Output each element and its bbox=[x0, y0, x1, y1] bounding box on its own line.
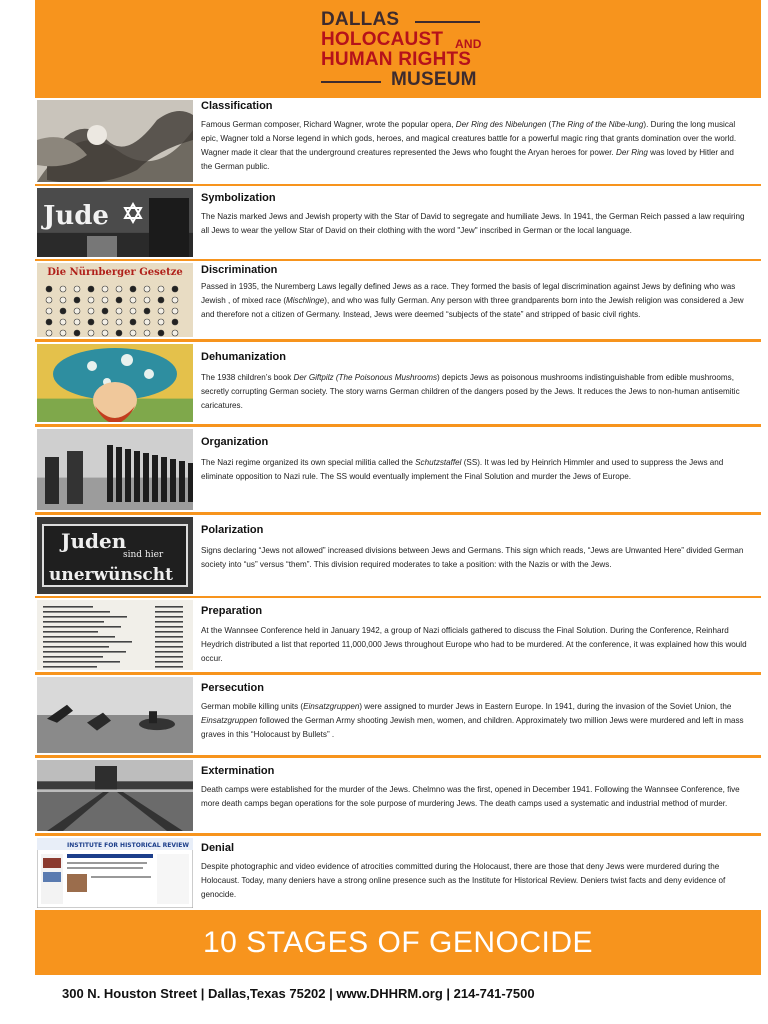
text-run: ), and who was fully German. Any person with three grandparents born into the Jewish religion was considered a Jew and therefore not a citizen of Germany. Instead, Jews were deemed “subjects of the state” and stripped of basic civil rights. bbox=[201, 296, 744, 319]
nuremberg-chart-image bbox=[37, 263, 193, 337]
sign-word-sind-hier: sind hier bbox=[123, 550, 164, 561]
logo-rule-top bbox=[415, 21, 480, 23]
text-run: The Nazi regime organized its own special militia called the bbox=[201, 458, 416, 467]
stage-title: Organization bbox=[201, 436, 269, 448]
poster-sheet bbox=[35, 0, 761, 975]
stage-denial bbox=[35, 836, 761, 910]
sign-word-unerwuenscht: unerwünscht bbox=[49, 565, 173, 586]
italic-text: Einsatzgruppen bbox=[201, 716, 258, 725]
stage-description bbox=[201, 280, 747, 322]
stage-extermination bbox=[35, 758, 761, 833]
footer-contact: 300 N. Houston Street | Dallas,Texas 75202 | www.DHHRM.org | 214-741-7500 bbox=[62, 986, 535, 1001]
stage-title: Symbolization bbox=[201, 192, 276, 204]
header bbox=[35, 0, 761, 96]
logo-line-and: AND bbox=[455, 37, 482, 51]
stage-title: Preparation bbox=[201, 605, 263, 617]
banner bbox=[35, 912, 761, 975]
text-run: The Nazis marked Jews and Jewish property with the Star of David to segregate and humiliate Jews. In 1941, the German Reich passed a law requiring all Jews to wear the yellow Star of David on their clothing with the word "Jew" inscribed in German or the local language. bbox=[201, 212, 745, 235]
stage-persecution bbox=[35, 675, 761, 755]
text-run: ( bbox=[546, 120, 552, 129]
juden-sign-image bbox=[37, 517, 193, 594]
logo-rule-bottom bbox=[321, 81, 381, 83]
jude-star-window-image bbox=[37, 188, 193, 257]
stage-dehumanization bbox=[35, 342, 761, 424]
stage-description bbox=[201, 210, 747, 238]
chart-caption: Die Nürnberger Gesetze bbox=[47, 267, 183, 278]
stage-description bbox=[201, 456, 747, 484]
stage-title: Denial bbox=[201, 842, 235, 854]
stage-description bbox=[201, 544, 747, 572]
museum-logo bbox=[321, 9, 491, 91]
logo-line-human-rights: HUMAN RIGHTS bbox=[321, 49, 472, 70]
wannsee-list-image bbox=[37, 600, 193, 670]
italic-text: Mischlinge bbox=[286, 296, 325, 305]
opera-painting-image bbox=[37, 100, 193, 182]
stage-polarization bbox=[35, 515, 761, 596]
stage-symbolization bbox=[35, 186, 761, 259]
site-name: INSTITUTE FOR HISTORICAL REVIEW bbox=[67, 842, 189, 849]
stage-title: Dehumanization bbox=[201, 351, 286, 363]
ss-parade-image bbox=[37, 429, 193, 510]
italic-text: Der Ring bbox=[615, 148, 648, 157]
italic-text: Schutzstaffel bbox=[415, 458, 462, 467]
logo-line-dallas: DALLAS bbox=[321, 9, 400, 30]
italic-text: Der Ring des Nibelungen bbox=[455, 120, 547, 129]
text-run: Death camps were established for the murder of the Jews. Chelmno was the first, opened in December 1941. Following the Wannsee Conference, five more death camps began operations for the sole purpose of murdering Jews. The death camps used a systematic and industrial method of murder. bbox=[201, 785, 740, 808]
stage-title: Persecution bbox=[201, 682, 264, 694]
stage-title: Polarization bbox=[201, 524, 264, 536]
stage-description bbox=[201, 700, 747, 742]
stage-classification bbox=[35, 98, 761, 184]
logo-line-holocaust: HOLOCAUST bbox=[321, 29, 444, 50]
text-run: was loved by Hitler and the German public. bbox=[201, 148, 734, 171]
stage-title: Discrimination bbox=[201, 264, 278, 276]
railway-tracks-image bbox=[37, 760, 193, 831]
stage-description bbox=[201, 371, 747, 413]
sign-word-juden: Juden bbox=[61, 528, 127, 553]
banner-title: 10 STAGES OF GENOCIDE bbox=[202, 926, 594, 959]
italic-text: Der Giftpilz (The Poisonous Mushrooms bbox=[293, 373, 438, 382]
text-run: The 1938 children’s book bbox=[201, 373, 294, 382]
text-run: Despite photographic and video evidence of atrocities committed during the Holocaust, there are those that deny Jews were murdered during the Holocaust. Today, many deniers have a strong online presence such as the Institute for Historical Review. Deniers twist facts and deny evidence of genocide. bbox=[201, 862, 726, 899]
svg-text:Jude: Jude bbox=[43, 201, 109, 231]
stage-title: Classification bbox=[201, 100, 273, 112]
stage-description bbox=[201, 783, 747, 811]
stage-description bbox=[201, 624, 747, 666]
stage-preparation bbox=[35, 598, 761, 672]
text-run: Famous German composer, Richard Wagner, wrote the popular opera, bbox=[201, 120, 456, 129]
text-run: ) depicts Jews as poisonous mushrooms indistinguishable from edible mushrooms, secretly corrupting German society. The story warns German children of the dangers posed by the Jews. It reduces the Jews to non-human antisemitic caricatures. bbox=[201, 373, 740, 410]
text-run: ). During the long musical epic, Wagner told a Norse legend in which gods, heroes, and magical creatures battle for a powerful magic ring that grants domination over the world. Wagner made it clear that the underground creatures represented the Jews who fought the Aryan heroes for power. bbox=[201, 120, 737, 157]
text-run: (SS). It was led by Heinrich Himmler and used to suppress the Jews and eliminate opposition to Nazi rule. The SS would eventually implement the Final Solution and murder the Jews of Europe. bbox=[201, 458, 724, 481]
stage-title: Extermination bbox=[201, 765, 275, 777]
einsatzgruppen-field-image bbox=[37, 677, 193, 753]
italic-text: The Ring of the Nibe-lung bbox=[551, 120, 644, 129]
stage-description bbox=[201, 860, 747, 902]
text-run: Passed in 1935, the Nuremberg Laws legally defined Jews as a race. They formed the basis of legal discrimination against Jews by defining who was Jewish , of mixed race ( bbox=[201, 282, 736, 305]
text-run: followed the German Army shooting Jewish men, women, and children. Approximately two million Jews were murdered and left in mass graves in this “Holocaust by Bullets” . bbox=[201, 716, 744, 739]
text-run: ) were assigned to murder Jews in Eastern Europe. In 1941, during the invasion of the Soviet Union, the bbox=[359, 702, 732, 711]
stage-organization bbox=[35, 427, 761, 512]
mushroom-cartoon-image bbox=[37, 344, 193, 422]
text-run: At the Wannsee Conference held in January 1942, a group of Nazi officials gathered to discuss the Final Solution. During the Conference, Reinhard Heydrich distributed a list that reported 11,000,000 Jews throughout Europe who had to be murdered. At the conference, it was explained how this would occur. bbox=[201, 626, 747, 663]
stage-discrimination bbox=[35, 261, 761, 339]
text-run: German mobile killing units ( bbox=[201, 702, 304, 711]
website-screenshot-image bbox=[37, 838, 193, 908]
italic-text: Einsatzgruppen bbox=[303, 702, 360, 711]
text-run: Signs declaring “Jews not allowed” increased divisions between Jews and Germans. This sign which reads, “Jews are Unwanted Here” divided German society into “us” versus “them”. This division required moderates to take a position: with the Nazis or with the Jews. bbox=[201, 546, 744, 569]
stage-description bbox=[201, 118, 747, 174]
logo-line-museum: MUSEUM bbox=[391, 69, 477, 90]
